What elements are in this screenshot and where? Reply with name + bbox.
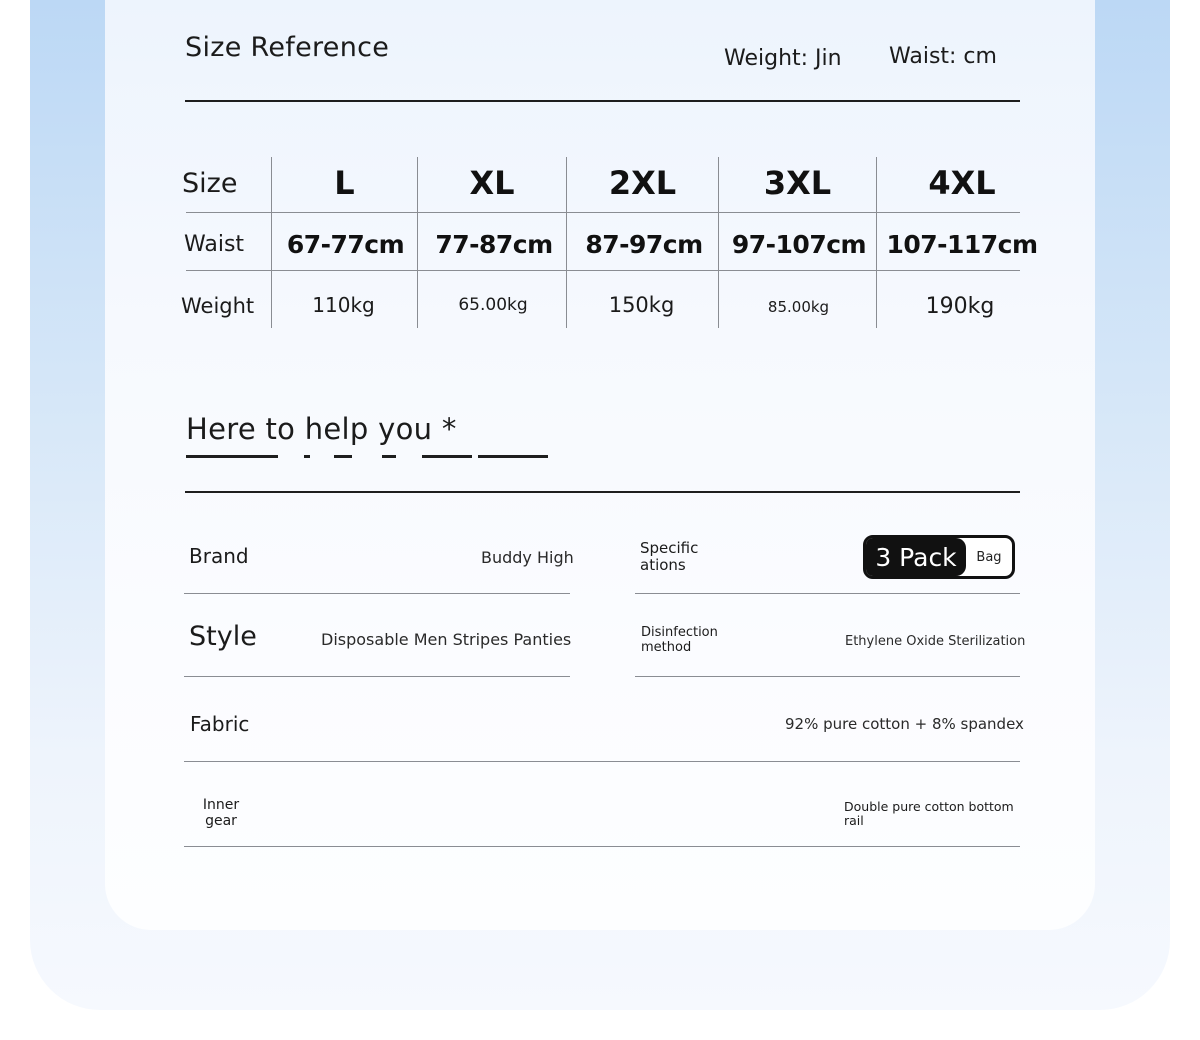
- waist-value-4xl: 107-117cm: [886, 229, 1038, 259]
- pack-count: 3 Pack: [866, 538, 966, 576]
- fabric-value: 92% pure cotton + 8% spandex: [785, 715, 1024, 733]
- weight-value-4xl: 190kg: [925, 293, 995, 319]
- waist-value-l: 67-77cm: [286, 229, 405, 259]
- waist-row-label: Waist: [184, 231, 245, 257]
- weight-row-label: Weight: [181, 294, 255, 318]
- weight-value-3xl: 85.00kg: [767, 298, 830, 316]
- style-label: Style: [189, 621, 257, 652]
- brand-value: Buddy High: [481, 548, 574, 567]
- size-table-row-divider: [186, 270, 1020, 271]
- size-header-3xl: 3XL: [763, 164, 832, 202]
- waist-value-xl: 77-87cm: [435, 229, 553, 259]
- specifications-row-divider: [635, 593, 1020, 594]
- weight-unit-label: Weight: Jin: [724, 46, 842, 71]
- fabric-row-divider: [184, 761, 1020, 762]
- size-header-xl: XL: [469, 164, 515, 202]
- size-reference-title: Size Reference: [185, 32, 390, 63]
- brand-label: Brand: [189, 544, 249, 568]
- inner-gear-label: Inner gear: [202, 797, 240, 829]
- brand-row-divider: [184, 593, 570, 594]
- specifications-label: Specific ations: [640, 539, 699, 574]
- help-divider: [185, 491, 1020, 493]
- size-header-4xl: 4XL: [928, 164, 996, 202]
- content-card: [105, 0, 1095, 930]
- inner-gear-row-divider: [184, 846, 1020, 847]
- pack-badge: [863, 535, 1015, 579]
- disinfection-label: Disinfection method: [641, 625, 718, 655]
- disinfection-row-divider: [635, 676, 1020, 677]
- size-reference-divider: [185, 100, 1020, 102]
- size-header-2xl: 2XL: [608, 164, 677, 202]
- style-row-divider: [184, 676, 570, 677]
- size-table-row-divider: [186, 212, 1020, 213]
- waist-value-3xl: 97-107cm: [731, 229, 867, 259]
- help-title: Here to help you *: [186, 412, 457, 446]
- clipped-text-remnant: [186, 455, 556, 459]
- waist-value-2xl: 87-97cm: [585, 229, 703, 259]
- fabric-label: Fabric: [190, 712, 250, 736]
- size-row-label: Size: [182, 167, 238, 199]
- weight-value-xl: 65.00kg: [458, 295, 528, 315]
- inner-gear-value: Double pure cotton bottom rail: [844, 799, 1014, 828]
- style-value: Disposable Men Stripes Panties: [321, 630, 572, 649]
- weight-value-2xl: 150kg: [608, 293, 675, 317]
- weight-value-l: 110kg: [312, 293, 375, 317]
- waist-unit-label: Waist: cm: [889, 44, 997, 69]
- pack-unit: Bag: [976, 549, 1002, 565]
- size-header-l: L: [334, 164, 355, 202]
- disinfection-value: Ethylene Oxide Sterilization: [845, 634, 1026, 649]
